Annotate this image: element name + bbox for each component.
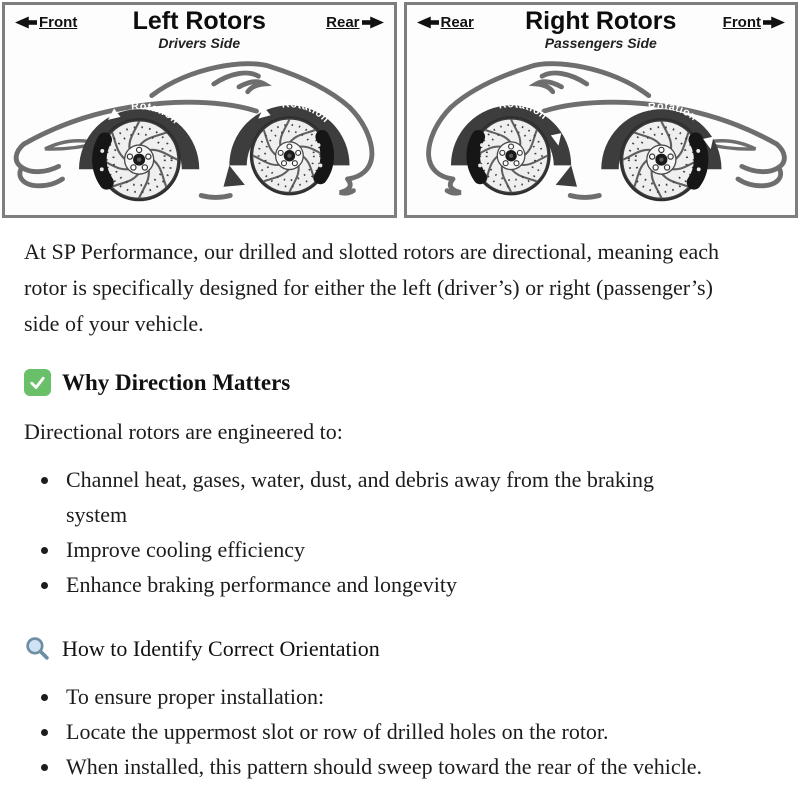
section2-bullet-list [24, 679, 773, 784]
list-item: • Locate the uppermost slot or row of drilled holes on the rotor. [61, 714, 773, 749]
section1-lead: Directional rotors are engineered to: [24, 419, 343, 444]
right-rotors-panel [404, 2, 799, 218]
list-item: • To ensure proper installation: [61, 679, 773, 714]
list-item: • When installed, this pattern should sweep toward the rear of the vehicle. [61, 749, 773, 784]
rear-label: Rear [326, 14, 360, 31]
rear-label: Rear [440, 14, 474, 31]
panel-title: Right Rotors [525, 7, 677, 35]
rotation-label-front-wheel: Rotation [130, 100, 182, 127]
rotation-label-front-wheel: Rotation [646, 100, 699, 124]
rear-direction-label [326, 14, 383, 31]
magnifying-glass-icon [24, 635, 51, 662]
front-direction-label [15, 14, 77, 31]
panel-subtitle: Passengers Side [544, 34, 657, 51]
car-illustration-left [5, 51, 394, 211]
section-heading-why-direction-matters [24, 369, 776, 396]
left-rotors-panel [2, 2, 397, 218]
green-checkmark-icon [24, 369, 51, 396]
front-direction-label [723, 14, 785, 31]
section-heading-text: How to Identify Correct Orientation [62, 635, 380, 661]
arrow-left-icon [15, 16, 37, 29]
list-item: • Enhance braking performance and longevity [61, 567, 716, 602]
list-item: • Channel heat, gases, water, dust, and debris away from the braking system [61, 462, 716, 532]
rotor-direction-diagram [0, 0, 800, 218]
rotation-label-rear-wheel: Rotation [281, 98, 332, 126]
section-heading-text: Why Direction Matters [62, 369, 291, 395]
arrow-left-icon [417, 16, 439, 29]
section1-bullet-list [24, 462, 716, 602]
right-panel-header [407, 5, 796, 51]
rotation-label-rear-wheel: Rotation [497, 98, 550, 123]
arrow-right-icon [763, 16, 785, 29]
list-item: • Improve cooling efficiency [61, 532, 716, 567]
car-illustration-right [407, 51, 796, 211]
arrow-right-icon [362, 16, 384, 29]
front-label: Front [722, 14, 761, 31]
panel-subtitle: Drivers Side [158, 34, 241, 51]
article-body [0, 234, 800, 784]
front-label: Front [39, 14, 78, 31]
left-panel-header [5, 5, 394, 51]
section-heading-identify-orientation [24, 635, 776, 662]
intro-paragraph: At SP Performance, our drilled and slotted rotors are directional, meaning each rotor is specifically designed for either the left (driver’s) or right (passenger’s) side of your vehicle. [24, 239, 720, 336]
rear-direction-label [417, 14, 474, 31]
panel-title: Left Rotors [132, 7, 266, 35]
